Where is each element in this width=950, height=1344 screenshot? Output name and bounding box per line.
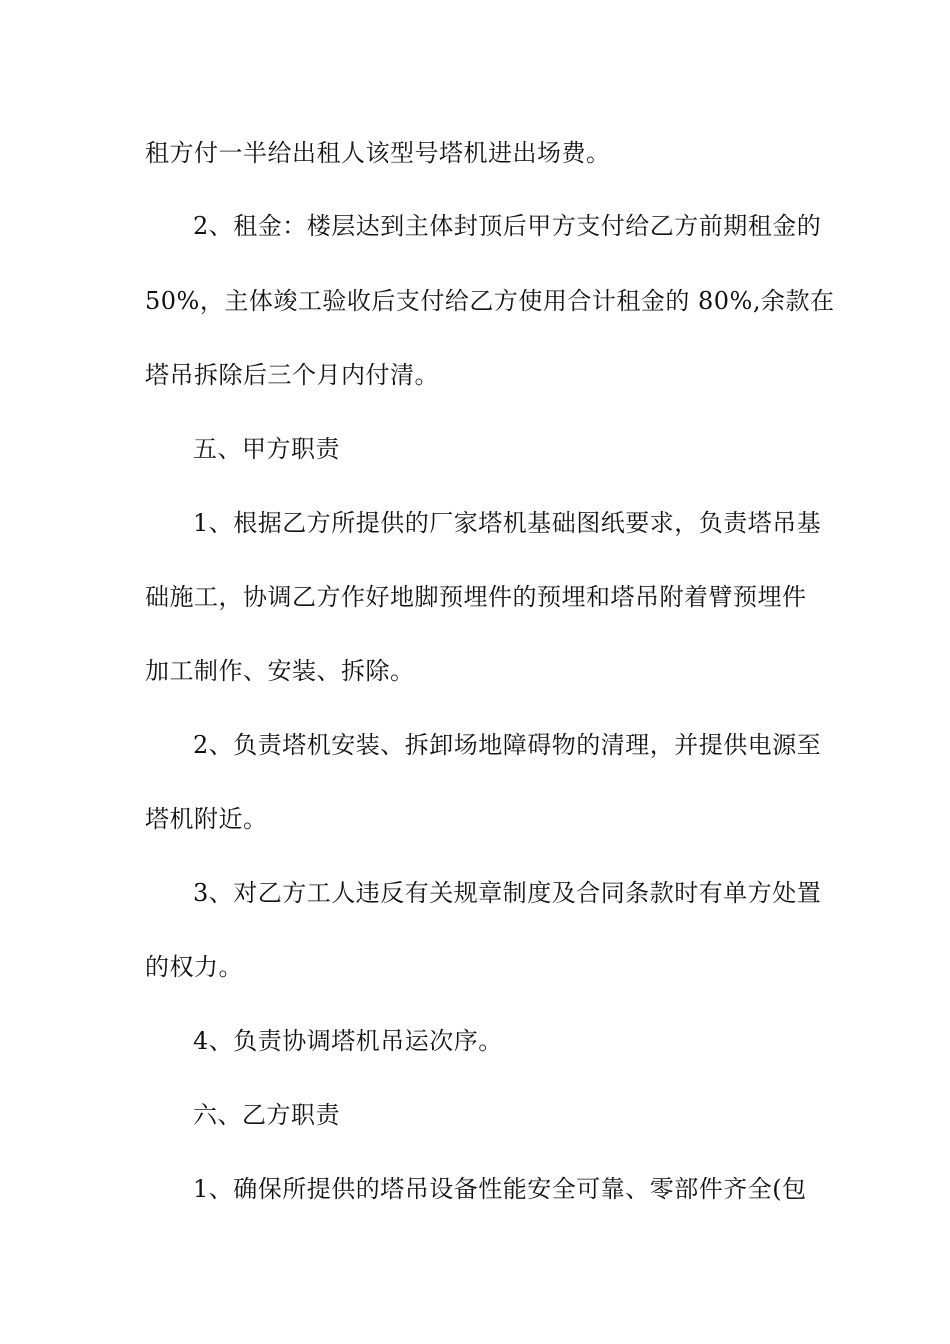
- text-line: 加工制作、安装、拆除。: [145, 657, 415, 685]
- text-line: 租方付一半给出租人该型号塔机进出场费。: [145, 139, 611, 167]
- text-line: 3、对乙方工人违反有关规章制度及合同条款时有单方处置: [193, 879, 822, 907]
- text-line: 4、负责协调塔机吊运次序。: [193, 1027, 503, 1055]
- text-line: 50%，主体竣工验收后支付给乙方使用合计租金的 80%,余款在: [145, 287, 835, 315]
- text-line: 2、负责塔机安装、拆卸场地障碍物的清理，并提供电源至: [193, 731, 822, 759]
- text-line: 塔机附近。: [145, 805, 268, 833]
- text-line: 2、租金：楼层达到主体封顶后甲方支付给乙方前期租金的: [193, 212, 822, 240]
- text-line: 的权力。: [145, 953, 243, 981]
- text-line: 1、确保所提供的塔吊设备性能安全可靠、零部件齐全(包: [193, 1175, 807, 1203]
- section-heading: 六、乙方职责: [193, 1101, 340, 1129]
- text-line: 1、根据乙方所提供的厂家塔机基础图纸要求，负责塔吊基: [193, 509, 822, 537]
- text-line: 础施工，协调乙方作好地脚预埋件的预埋和塔吊附着臂预埋件: [145, 583, 807, 611]
- section-heading: 五、甲方职责: [193, 435, 340, 463]
- text-line: 塔吊拆除后三个月内付清。: [145, 361, 439, 389]
